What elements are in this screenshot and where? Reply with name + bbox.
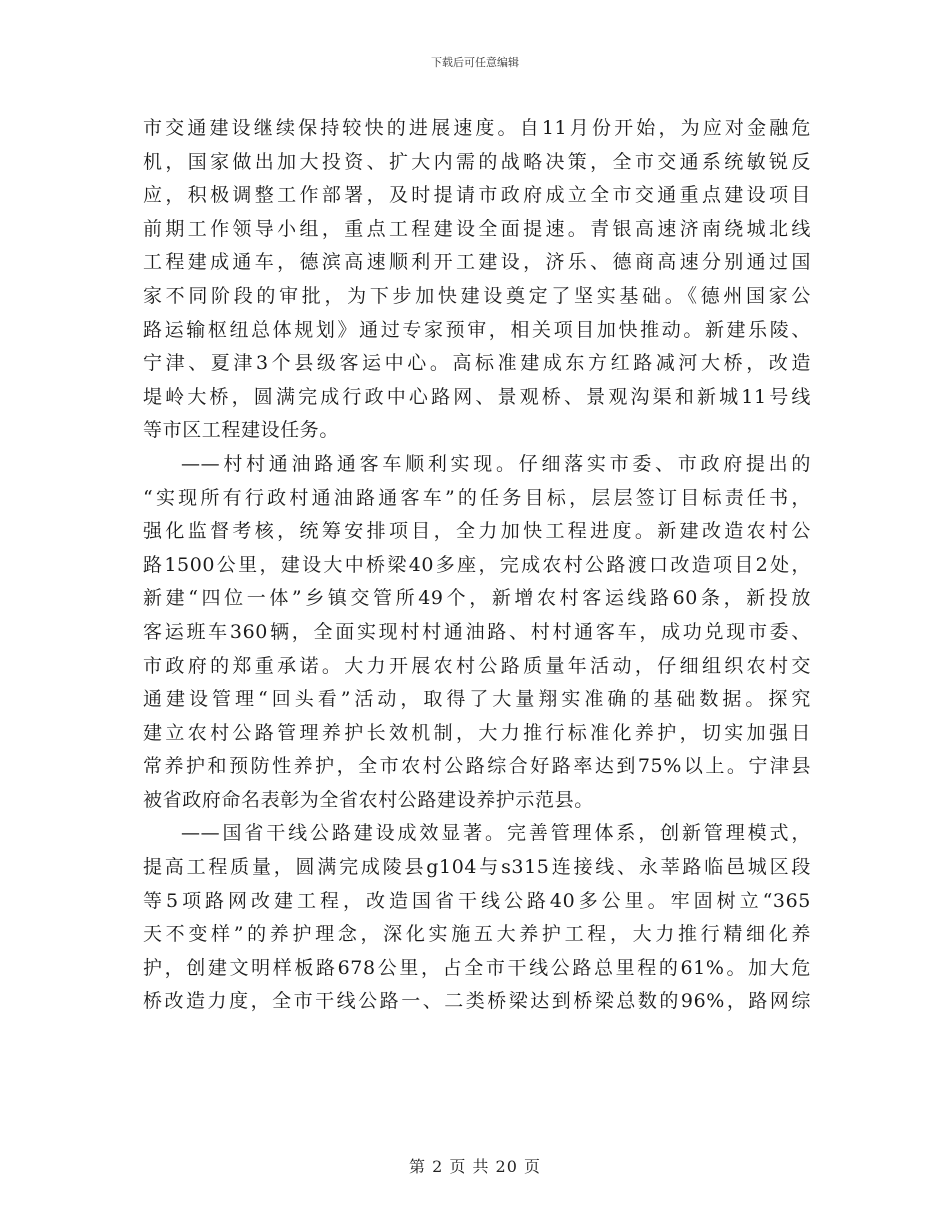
text-line: 路运输枢纽总体规划》通过专家预审，相关项目加快推动。新建乐陵、 [143, 318, 811, 341]
body-text [143, 112, 811, 1019]
text-line: 桥改造力度，全市干线公路一、二类桥梁达到桥梁总数的96%，路网综 [143, 990, 811, 1013]
text-line: 市交通建设继续保持较快的进展速度。自11月份开始，为应对金融危 [143, 117, 811, 139]
text-line: “实现所有行政村通油路通客车”的任务目标，层层签订目标责任书， [143, 486, 811, 509]
text-line: 等市区工程建设任务。 [143, 419, 340, 442]
text-line: 护，创建文明样板路678公里，占全市干线公路总里程的61%。加大危 [143, 956, 811, 979]
text-line: 通建设管理“回头看”活动，取得了大量翔实准确的基础数据。探究 [143, 688, 811, 711]
text-line: 建立农村公路管理养护长效机制，大力推行标准化养护，切实加强日 [143, 721, 811, 744]
text-line: 客运班车360辆，全面实现村村通油路、村村通客车，成功兑现市委、 [143, 620, 811, 643]
page-header: 下载后可任意编辑 [431, 56, 519, 69]
text-line: 应，积极调整工作部署，及时提请市政府成立全市交通重点建设项目 [143, 184, 811, 207]
text-line: 等5项路网改建工程，改造国省干线公路40多公里。牢固树立“365 [143, 889, 811, 912]
text-line: 市政府的郑重承诺。大力开展农村公路质量年活动，仔细组织农村交 [143, 654, 811, 677]
text-line: 提高工程质量，圆满完成陵县g104与s315连接线、永莘路临邑城区段 [143, 856, 811, 879]
page-footer: 第 2 页 共 20 页 [409, 1157, 541, 1176]
text-line: 强化监督考核，统筹安排项目，全力加快工程进度。新建改造农村公 [143, 520, 811, 543]
text-line: 宁津、夏津3个县级客运中心。高标准建成东方红路减河大桥，改造 [143, 352, 811, 375]
text-line: 天不变样”的养护理念，深化实施五大养护工程，大力推行精细化养 [143, 923, 811, 946]
text-line: 前期工作领导小组，重点工程建设全面提速。青银高速济南绕城北线 [143, 217, 811, 240]
text-line: 工程建成通车，德滨高速顺利开工建设，济乐、德商高速分别通过国 [143, 251, 811, 274]
text-line: 堤岭大桥，圆满完成行政中心路网、景观桥、景观沟渠和新城11号线 [143, 385, 811, 408]
text-line: 路1500公里，建设大中桥梁40多座，完成农村公路渡口改造项目2处， [143, 553, 811, 576]
text-line: 机，国家做出加大投资、扩大内需的战略决策，全市交通系统敏锐反 [143, 150, 811, 173]
text-line: ——村村通油路通客车顺利实现。仔细落实市委、市政府提出的 [181, 452, 811, 475]
text-line: ——国省干线公路建设成效显著。完善管理体系，创新管理模式， [181, 822, 811, 845]
text-line: 新建“四位一体”乡镇交管所49个，新增农村客运线路60条，新投放 [143, 587, 811, 610]
text-line: 家不同阶段的审批，为下步加快建设奠定了坚实基础。《德州国家公 [143, 284, 811, 307]
text-line: 被省政府命名表彰为全省农村公路建设养护示范县。 [143, 788, 594, 811]
text-line: 常养护和预防性养护，全市农村公路综合好路率达到75%以上。宁津县 [143, 755, 811, 778]
